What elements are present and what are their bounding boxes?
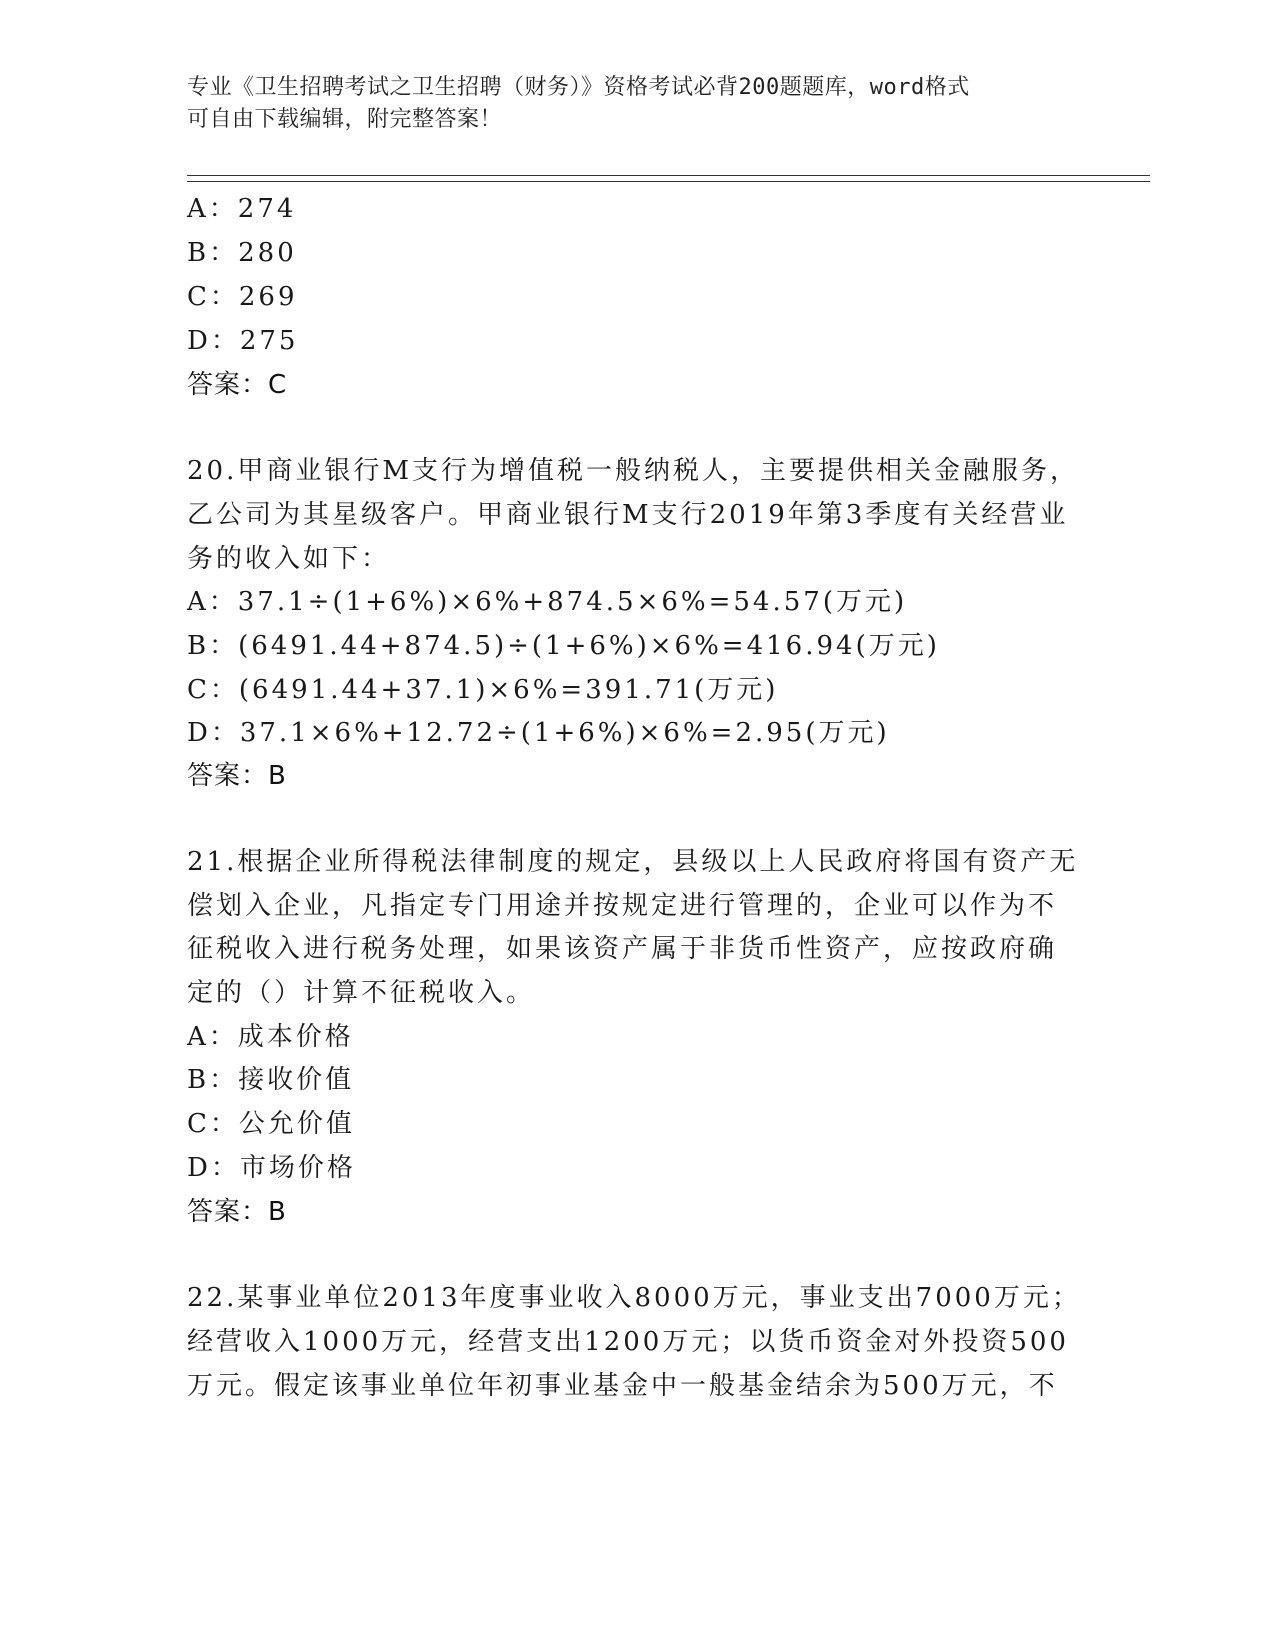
- q20-answer: 答案：B: [187, 761, 287, 791]
- q19-option-c: C：269: [187, 282, 298, 312]
- q20-stem-line-2: 乙公司为其星级客户。甲商业银行M支行2019年第3季度有关经营业: [187, 500, 1069, 530]
- q22-stem-line-2: 经营收入1000万元，经营支出1200万元；以货币资金对外投资500: [187, 1327, 1069, 1357]
- q21-stem-line-3: 征税收入进行税务处理，如果该资产属于非货币性资产，应按政府确: [187, 934, 1058, 964]
- q20-option-c: C：(6491.44+37.1)×6%=391.71(万元): [187, 675, 779, 705]
- q19-option-d: D：275: [187, 326, 299, 356]
- header-rule-bottom: [187, 181, 1150, 182]
- header-rule-top: [187, 175, 1150, 176]
- q21-stem-line-4: 定的（）计算不征税收入。: [187, 978, 536, 1008]
- q21-option-a: A：成本价格: [187, 1022, 354, 1052]
- q21-option-c: C：公允价值: [187, 1109, 355, 1139]
- document-header: [187, 72, 1067, 136]
- q21-answer: 答案：B: [187, 1197, 287, 1227]
- q20-stem-line-3: 务的收入如下：: [187, 544, 391, 574]
- q20-stem-line-1: 20.甲商业银行M支行为增值税一般纳税人，主要提供相关金融服务，: [187, 456, 1079, 486]
- q21-option-b: B：接收价值: [187, 1065, 355, 1095]
- q22-stem-line-3: 万元。假定该事业单位年初事业基金中一般基金结余为500万元，不: [187, 1371, 1058, 1401]
- q21-stem-line-1: 21.根据企业所得税法律制度的规定，县级以上人民政府将国有资产无: [187, 847, 1079, 877]
- header-title-line-1: 专业《卫生招聘考试之卫生招聘（财务）》资格考试必背200题题库，word格式: [187, 75, 970, 100]
- q19-option-a: A：274: [187, 194, 297, 224]
- q19-answer: 答案：C: [187, 370, 288, 400]
- q20-option-a: A：37.1÷(1+6%)×6%+874.5×6%=54.57(万元): [187, 587, 908, 617]
- q21-option-d: D：市场价格: [187, 1153, 356, 1183]
- q22-stem-line-1: 22.某事业单位2013年度事业收入8000万元，事业支出7000万元；: [187, 1283, 1081, 1313]
- q19-option-b: B：280: [187, 238, 297, 268]
- q21-stem-line-2: 偿划入企业，凡指定专门用途并按规定进行管理的，企业可以作为不: [187, 891, 1058, 921]
- header-title-line-2: 可自由下载编辑，附完整答案！: [187, 107, 503, 132]
- q20-option-d: D：37.1×6%+12.72÷(1+6%)×6%=2.95(万元): [187, 718, 890, 748]
- q20-option-b: B：(6491.44+874.5)÷(1+6%)×6%=416.94(万元): [187, 631, 940, 661]
